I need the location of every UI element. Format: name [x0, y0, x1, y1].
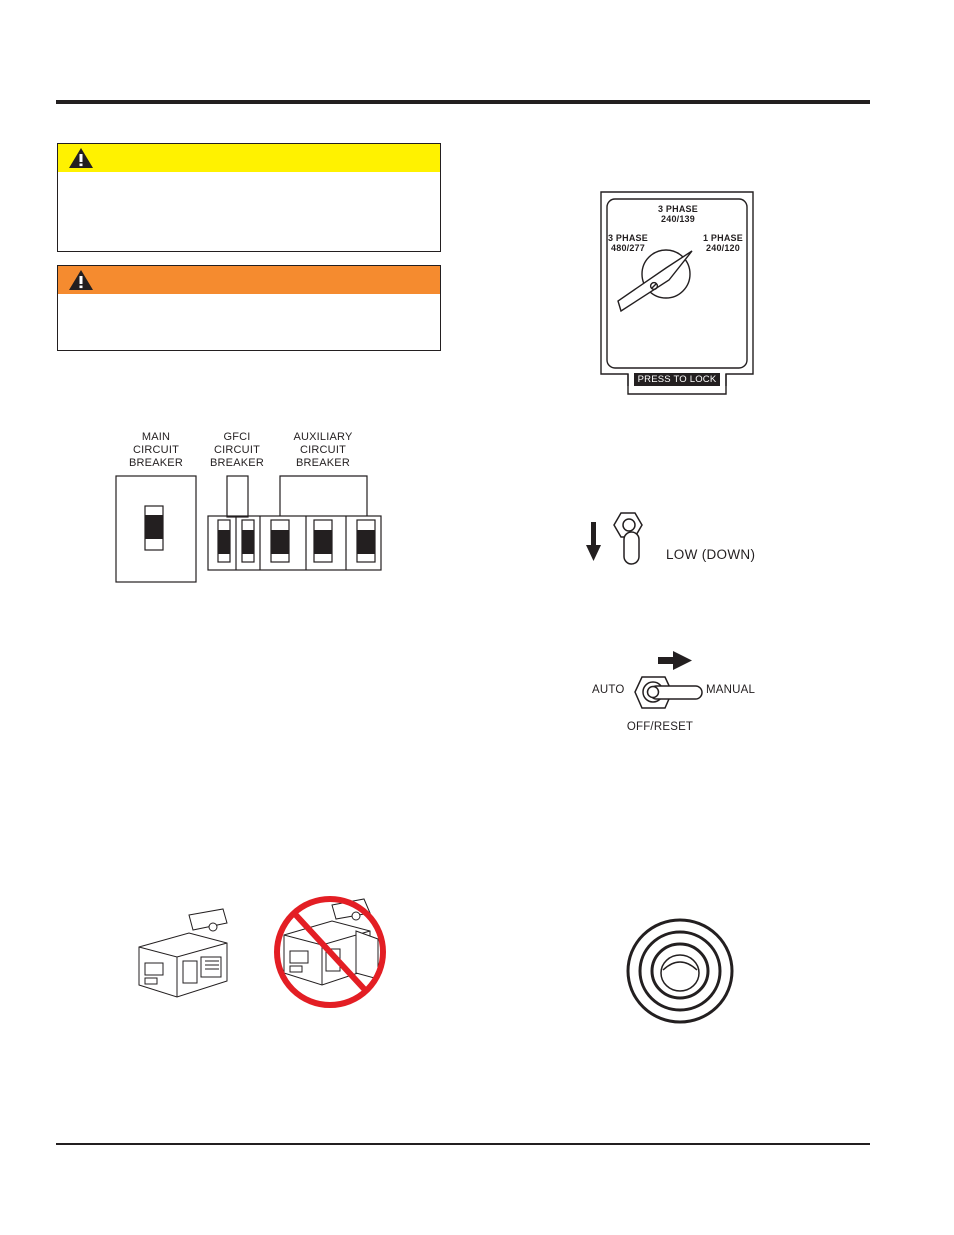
- danger-header-bar: [58, 266, 440, 294]
- circuit-breakers-figure: [110, 428, 400, 588]
- right-arrow-icon: [658, 651, 692, 670]
- three-phase-240-label: 3 PHASE 240/139: [658, 204, 698, 224]
- header-rule: [56, 100, 870, 104]
- low-down-label: LOW (DOWN): [666, 547, 756, 562]
- manual-label: MANUAL: [706, 684, 756, 696]
- generator-doors-open-prohibited-figure: [274, 893, 386, 1011]
- breaker-drawing: [110, 428, 400, 588]
- main-breaker-label: MAIN CIRCUIT BREAKER: [129, 431, 183, 469]
- footer-rule: [56, 1143, 870, 1145]
- off-reset-label: OFF/RESET: [626, 721, 694, 733]
- warning-header-bar: [58, 144, 440, 172]
- press-to-lock-label: PRESS TO LOCK: [637, 374, 717, 385]
- generator-open-drawing: [274, 893, 386, 1011]
- generator-doors-closed-figure: [135, 905, 235, 1003]
- auxiliary-breaker-label: AUXILIARY CIRCUIT BREAKER: [293, 431, 353, 469]
- three-phase-480-label: 3 PHASE 480/277: [608, 233, 648, 253]
- warning-box: [57, 143, 441, 252]
- gfci-breaker-label: GFCI CIRCUIT BREAKER: [210, 431, 264, 469]
- danger-triangle-icon: [68, 269, 94, 291]
- danger-box: [57, 265, 441, 351]
- one-phase-240-label: 1 PHASE 240/120: [703, 233, 743, 253]
- generator-closed-drawing: [135, 905, 235, 1003]
- mode-switch-figure: [590, 650, 770, 740]
- push-button-figure: [625, 918, 735, 1026]
- push-button-drawing: [625, 918, 735, 1026]
- voltage-selector-figure: [598, 188, 756, 398]
- warning-triangle-icon: [68, 147, 94, 169]
- low-switch-drawing: [584, 506, 784, 572]
- down-arrow-icon: [586, 522, 601, 561]
- low-switch-figure: [584, 506, 784, 572]
- auto-label: AUTO: [592, 684, 625, 696]
